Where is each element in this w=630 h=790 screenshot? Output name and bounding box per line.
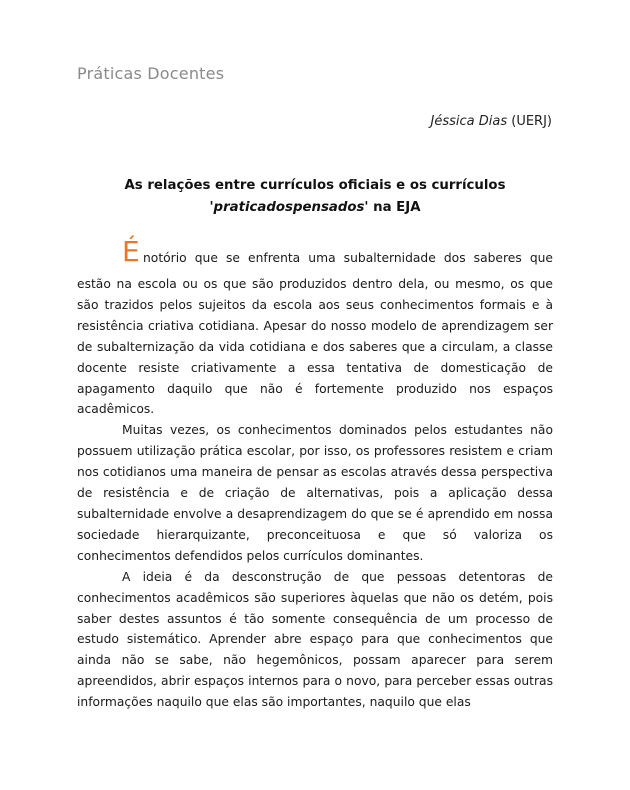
title-italic-part: 'praticadospensados' bbox=[209, 200, 369, 215]
article-title bbox=[77, 175, 553, 219]
first-line-text: notório que se enfrenta uma subalternidade dos saberes que bbox=[143, 251, 553, 265]
first-line bbox=[77, 235, 553, 274]
paragraph-3: A ideia é da desconstrução de que pessoas detentoras de conhecimentos acadêmicos são superiores àquelas que não os detém, pois saber destes assuntos é tão somente consequência de um processo de estudo sistemático. Aprender abre espaço para que conhecimentos que ainda não se sabe, não hegemônicos, possam aparecer para serem apreendidos, abrir espaços internos para o novo, para perceber essas outras informações naquilo que elas são importantes, naquilo que elas bbox=[77, 569, 553, 710]
title-line-1: As relações entre currículos oficiais e os currículos bbox=[124, 178, 506, 193]
title-line-2 bbox=[77, 197, 553, 219]
paragraph-2: Muitas vezes, os conhecimentos dominados pelos estudantes não possuem utilização prática escolar, por isso, os professores resistem e criam nos cotidianos uma maneira de pensar as escolas através dessa perspectiva de resistência e de criação de alternativas, pois a aplicação dessa subalternidade envolve a desaprendizagem do que se é aprendido em nossa sociedade hierarquizante, preconceituosa e que só valoriza os conhecimentos defendidos pelos currículos dominantes. bbox=[77, 423, 553, 563]
author-affiliation: (UERJ) bbox=[511, 114, 552, 129]
article-body bbox=[77, 235, 553, 713]
title-line-2-rest: na EJA bbox=[368, 200, 421, 215]
section-header: Práticas Docentes bbox=[77, 64, 225, 83]
author-name: Jéssica Dias bbox=[430, 114, 508, 129]
author-line bbox=[431, 114, 553, 129]
paragraph-1: estão na escola ou os que são produzidos dentro dela, ou mesmo, os que são trazidos pelos sujeitos da escola aos seus conhecimentos formais e à resistência criativa cotidiana. Apesar do nosso modelo de aprendizagem ser de subalternização da vida cotidiana e dos saberes que a circulam, a classe docente resiste criativamente a essa tentativa de domesticação de apagamento daquilo que não é fortemente produzido nos espaços acadêmicos. bbox=[77, 277, 553, 417]
drop-cap: É bbox=[122, 235, 140, 268]
